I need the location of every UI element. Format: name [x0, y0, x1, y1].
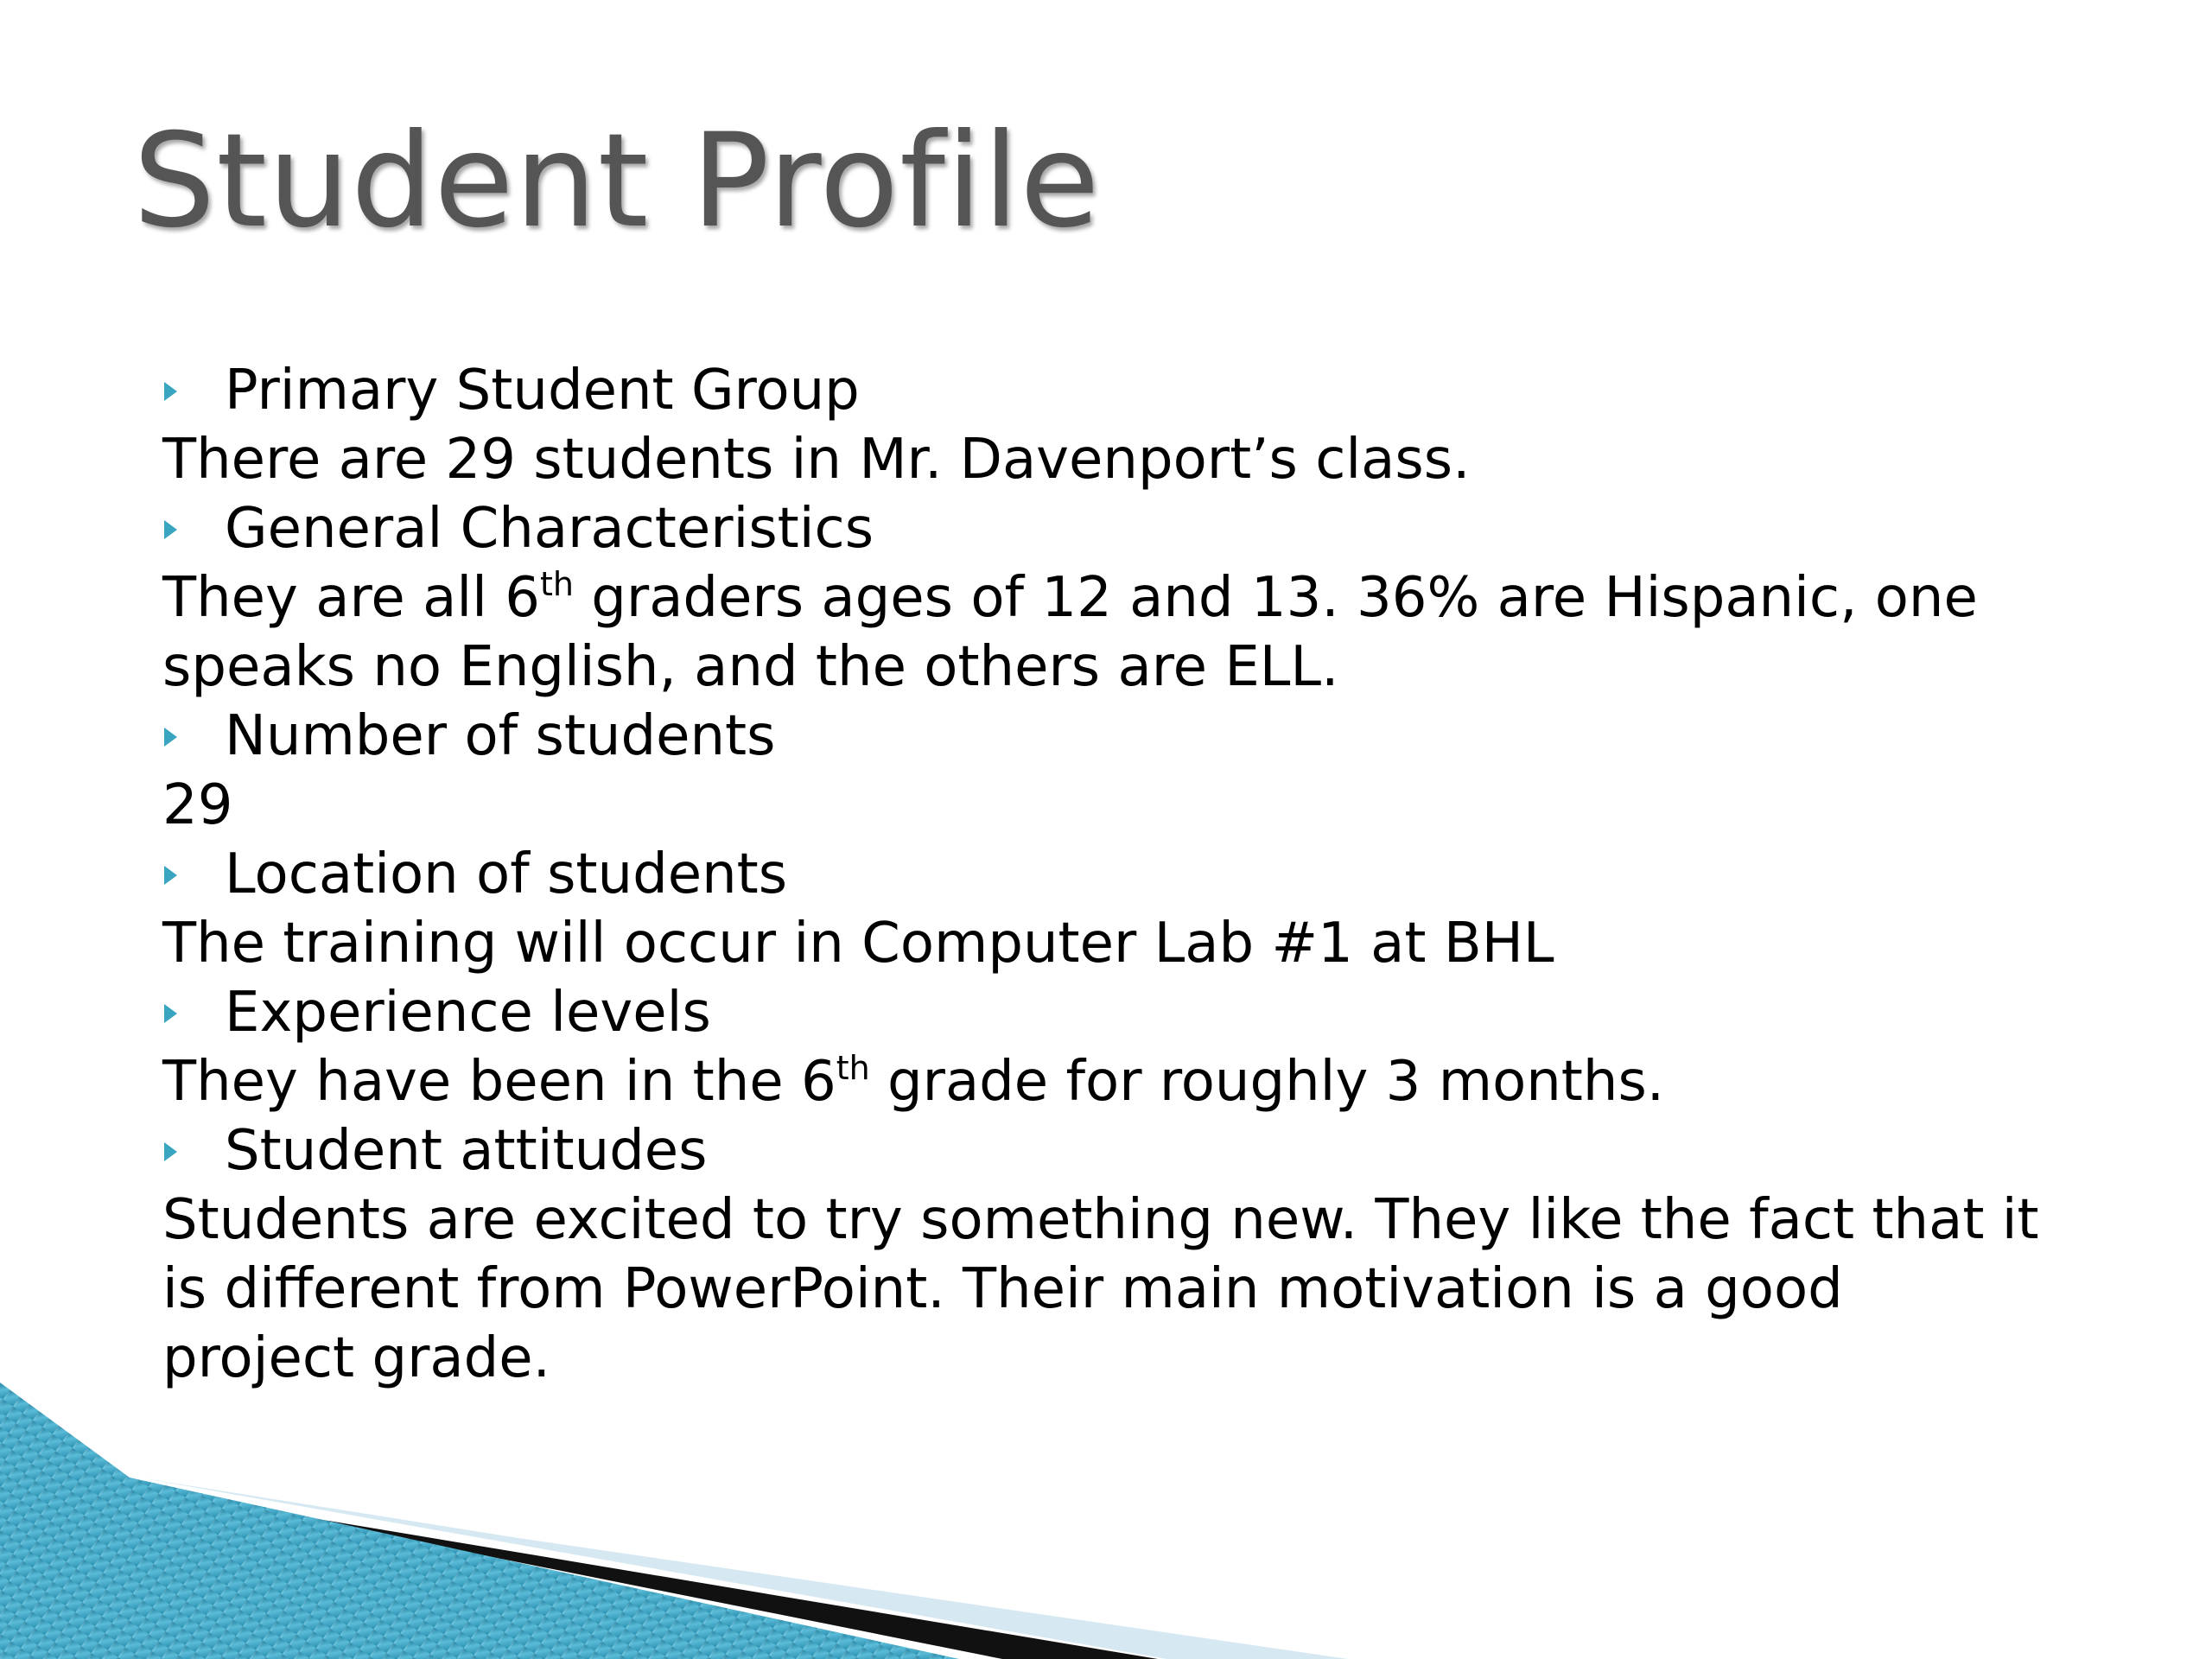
bullet-item-general-characteristics	[162, 494, 2115, 563]
body-text-line: is different from PowerPoint. Their main motivation is a good	[162, 1257, 1843, 1321]
bullet-heading: Location of students	[225, 842, 788, 906]
bullet-arrow-icon	[164, 1004, 177, 1023]
bullet-arrow-icon	[164, 1142, 177, 1161]
body-text-line: 29	[162, 773, 233, 837]
body-text-line: The training will occur in Computer Lab #1 at BHL	[162, 912, 1554, 976]
bullet-item-experience-levels	[162, 978, 2115, 1047]
bullet-arrow-icon	[164, 866, 177, 885]
slide-title: Student Profile	[133, 106, 1101, 257]
bullet-item-location-of-students	[162, 840, 2115, 909]
ordinal-superscript: th	[539, 565, 574, 603]
bullet-heading: Experience levels	[225, 981, 711, 1045]
bullet-heading: Student attitudes	[225, 1119, 708, 1183]
body-text-line: speaks no English, and the others are ELL.	[162, 635, 1339, 699]
slide-body	[162, 356, 2115, 1393]
bullet-heading: General Characteristics	[225, 497, 874, 561]
body-text-line: There are 29 students in Mr. Davenport’s class.	[162, 428, 1471, 492]
body-text-line: They have been in the 6th grade for roughly 3 months.	[162, 1049, 1665, 1114]
decorative-wave-graphic	[0, 1382, 2212, 1659]
body-text-line: They are all 6th graders ages of 12 and 13. 36% are Hispanic, one	[162, 565, 1978, 630]
bullet-heading: Number of students	[225, 704, 776, 768]
body-text-line: project grade.	[162, 1326, 550, 1390]
body-text-line: Students are excited to try something new. They like the fact that it	[162, 1188, 2039, 1252]
bullet-item-number-of-students	[162, 702, 2115, 771]
bullet-item-primary-student-group	[162, 356, 2115, 425]
bullet-item-student-attitudes	[162, 1116, 2115, 1185]
bullet-arrow-icon	[164, 520, 177, 539]
ordinal-superscript: th	[836, 1049, 870, 1087]
bullet-heading: Primary Student Group	[225, 359, 860, 423]
bullet-arrow-icon	[164, 728, 177, 747]
bullet-arrow-icon	[164, 382, 177, 401]
